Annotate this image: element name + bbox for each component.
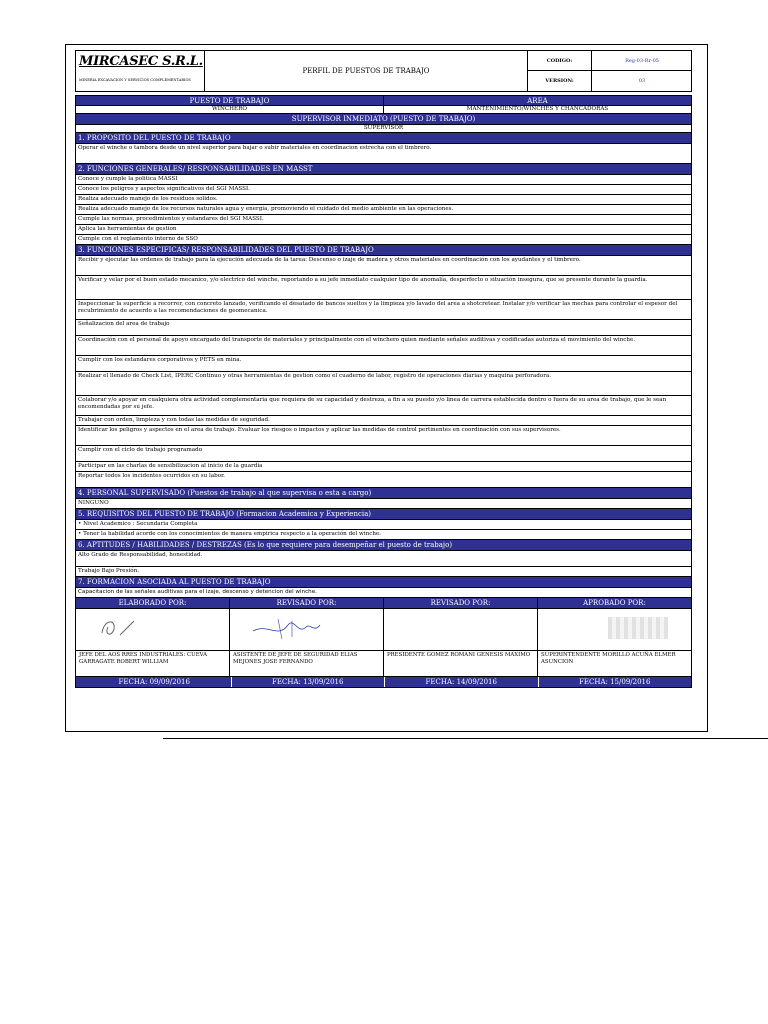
redacted-signature: [608, 617, 668, 639]
signature-3: [383, 609, 537, 650]
puesto-header-row: [75, 95, 692, 106]
list-item: Identificar los peligros y aspectos en el area de trabajo. Evaluar los riesgos o impactos y aplicar las medidas de control pertinentes en coordinación con sus supervisores.: [75, 426, 692, 446]
section-2-title: 2. FUNCIONES GENERALES/ RESPONSABILIDADES EN MASST: [75, 164, 692, 175]
list-item: Conoce y cumple la politica MASSI: [75, 175, 692, 185]
list-item: Colaborar y/o apoyar en cualquiera otra actividad complementaria que requiera de su capacidad y destreza, a fin a su puesto y/o linea de carrera establecida dentro o fuera de su area de trabajo, que le sean encomendadas por su jefe.: [75, 396, 692, 416]
section-5-title: 5. REQUISITOS DEL PUESTO DE TRABAJO (Formacion Academica y Experiencia): [75, 509, 692, 520]
list-item: Trabajo Bajo Presión.: [75, 567, 692, 577]
signature-4: [537, 609, 691, 650]
page-divider: [163, 738, 768, 739]
puesto-value: WINCHERO: [212, 106, 247, 112]
document-meta: [528, 50, 692, 92]
list-item: Realiza adecuado manejo de los recursos naturales agua y energia, promoviendo el cuidado del medio ambiente en las operaciones.: [75, 205, 692, 215]
revisado-label: REVISADO POR:: [229, 598, 383, 608]
signature-area: [75, 609, 692, 651]
list-item: • Nivel Academico : Secundaria Completa: [75, 520, 692, 530]
codigo-value: Reg-03-Rr-05: [625, 57, 659, 64]
section-4-title: 4. PERSONAL SUPERVISADO (Puestos de trabajo al que supervisa o esta a cargo): [75, 488, 692, 499]
company-logo: [75, 50, 205, 92]
signature-1: [76, 609, 229, 650]
area-label: AREA: [383, 96, 691, 105]
puesto-value-row: [75, 106, 692, 114]
signature-date: FECHA: 14/09/2016: [384, 677, 538, 687]
section-3-title: 3. FUNCIONES ESPECIFICAS/ RESPONSABILIDADES DEL PUESTO DE TRABAJO: [75, 245, 692, 256]
supervisor-value: SUPERVISOR: [75, 125, 692, 133]
list-item: Señalizacion del area de trabajo: [75, 320, 692, 336]
list-item: Realizar el llenado de Check List, IPERC Continuo y otras herramientas de gestion como el cuaderno de labor, registro de operaciones diarias y maquina perforadora.: [75, 372, 692, 396]
list-item: Participar en las charlas de sensibilizacion al inicio de la guardia: [75, 462, 692, 472]
list-item: Verificar y velar por el buen estado mecanico, y/o electrico del winche, reportando a su jefe inmediato cualquier tipo de anomalía, desperfecto o situación insegura, que se presente durante la guardia.: [75, 276, 692, 300]
section-4-text: NINGUNO: [75, 499, 692, 509]
list-item: Aplica las herramientas de gestion: [75, 225, 692, 235]
supervisor-label: SUPERVISOR INMEDIATO (PUESTO DE TRABAJO): [75, 114, 692, 125]
codigo-label: CODIGO:: [528, 51, 592, 70]
list-item: Cumple las normas, procedimientos y estandares del SGI MASSI.: [75, 215, 692, 225]
signer-name: PRESIDENTE GOMEZ ROMANI GENESIS MAXIMO: [383, 651, 537, 676]
signer-name: SUPERINTENDENTE MORILLO ACUÑA ELMER ASUNCION: [537, 651, 691, 676]
document-header: [75, 50, 692, 92]
section-7-title: 7. FORMACION ASOCIADA AL PUESTO DE TRABAJO: [75, 577, 692, 588]
section-6-title: 6. APTITUDES / HABILIDADES / DESTREZAS (Es lo que requiere para desempeñar el puesto de trabajo): [75, 540, 692, 551]
area-value: MANTENIMIENTO/WINCHES Y CHANCADORAS: [383, 106, 691, 113]
list-item: Alto Grado de Responsabilidad, honestidad.: [75, 551, 692, 567]
signature-date: FECHA: 09/09/2016: [118, 678, 190, 686]
elaborado-label: ELABORADO POR:: [118, 599, 187, 607]
profile-table: [75, 95, 692, 688]
version-value: 03: [638, 78, 646, 84]
section-7-text: Capacitacion de las señales auditivas para el izaje, descenso y detencion del winche.: [75, 588, 692, 598]
section-1-title: 1. PROPOSITO DEL PUESTO DE TRABAJO: [75, 133, 692, 144]
signer-name: JEFE DEL AOS RRES INDUSTRIALES: CUEVA GARRAGATE ROBERT WILLIAM: [79, 652, 208, 665]
signature-date: FECHA: 15/09/2016: [538, 677, 692, 687]
logo-name: MIRCASEC S.R.L.: [79, 54, 203, 69]
revisado-label: REVISADO POR:: [383, 598, 537, 608]
signature-dates-row: [75, 677, 692, 688]
list-item: Cumple con el reglamento interno de SSO: [75, 235, 692, 245]
list-item: Inspeccionar la superficie a recorrer, con concreto lanzado, verificando el desatado de bancos sueltos y la limpieza y/o lavado del area a shotcretear. Instalar y/o verificar las mechas para controlar el espesor del recubrimiento de acuerdo a las recomendaciones de geomecanica.: [75, 300, 692, 320]
aprobado-label: APROBADO POR:: [537, 598, 691, 608]
signature-2: [229, 609, 383, 650]
document-title: PERFIL DE PUESTOS DE TRABAJO: [205, 50, 528, 92]
list-item: Coordinación con el personal de apoyo encargado del transporte de materiales y principalmente con el winchero quien mediante señales auditivas y codificadas autoriza el movimiento del winche.: [75, 336, 692, 356]
signature-date: FECHA: 13/09/2016: [231, 677, 385, 687]
list-item: Realiza adecuado manejo de los residuos solidos.: [75, 195, 692, 205]
list-item: Conoce los peligros y aspectos significativos del SGI MASSI.: [75, 185, 692, 195]
signature-header-row: [75, 598, 692, 609]
list-item: Reportar todos los incidentes ocurridos en su labor.: [75, 472, 692, 488]
list-item: Trabajar con orden, limpieza y con todas las medidas de seguridad.: [75, 416, 692, 426]
signature-image: [94, 613, 154, 643]
signature-image: [248, 613, 328, 643]
signature-names-row: [75, 651, 692, 677]
logo-subtitle: MINERIA EXCAVACION Y SERVICIOS COMPLEMENTARIOS: [79, 78, 191, 82]
signer-name: ASISTENTE DE JEFE DE SEGURIDAD ELIAS MEJONES JOSE FERNANDO: [229, 651, 383, 676]
list-item: • Tener la habilidad acorde con los conocimientos de manera empirica respecto a la operación del winche.: [75, 530, 692, 540]
list-item: Cumplir con el ciclo de trabajo programado: [75, 446, 692, 462]
list-item: Recibir y ejecutar las ordenes de trabajo para la ejecución adecuada de la tarea: Descenso o izaje de madera y otros materiales en coordinación con los ayudantes y el timbrero.: [75, 256, 692, 276]
list-item: Cumplir con los estandares corporativos y PETS en mina.: [75, 356, 692, 372]
version-label: VERSION:: [528, 71, 592, 91]
puesto-label: PUESTO DE TRABAJO: [189, 97, 270, 105]
section-1-text: Operar el winche o tambora desde un nivel superior para bajar o subir materiales en coordinacion estrecha con el timbrero.: [75, 144, 692, 164]
